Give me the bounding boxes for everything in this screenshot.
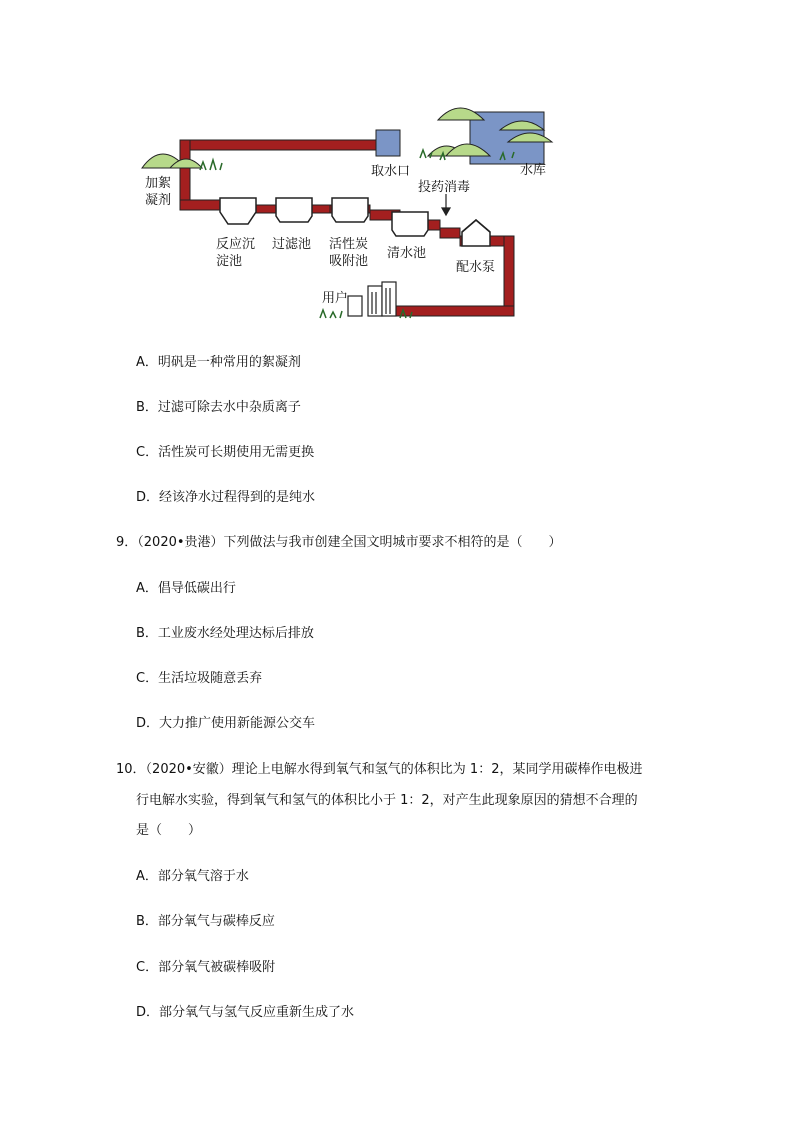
label-pump: 配水泵	[456, 260, 496, 275]
q10-option-c: C．部分氧气被碳棒吸附	[136, 960, 276, 975]
q9-option-d: D．大力推广使用新能源公交车	[136, 716, 316, 731]
tank-filter	[276, 198, 312, 222]
q10-stem-line3: 是（ ）	[136, 823, 202, 838]
pump-house	[462, 220, 490, 246]
label-sediment: 反应沉 淀池	[216, 237, 256, 269]
flocculant-hills	[142, 154, 202, 168]
q8-option-d: D．经该净水过程得到的是纯水	[136, 490, 316, 505]
label-flocculant: 加絮 凝剂	[145, 176, 172, 208]
label-clear: 清水池	[387, 246, 427, 261]
label-filter: 过滤池	[272, 237, 312, 252]
label-dosing: 投药消毒	[418, 180, 471, 195]
q9-option-c: C．生活垃圾随意丢弃	[136, 671, 263, 686]
intake-box	[376, 130, 400, 156]
q10-option-a: A．部分氧气溶于水	[136, 869, 249, 884]
dosing-arrow	[442, 194, 450, 215]
tank-carbon	[332, 198, 368, 222]
tank-sediment	[220, 198, 256, 224]
label-carbon: 活性炭 吸附池	[329, 237, 369, 269]
q8-option-a: A．明矾是一种常用的絮凝剂	[136, 355, 301, 370]
user-buildings	[348, 282, 396, 316]
q8-option-c: C．活性炭可长期使用无需更换	[136, 445, 315, 460]
label-intake: 取水口	[371, 164, 411, 179]
q10-stem-line1: 10．（2020•安徽）理论上电解水得到氧气和氢气的体积比为 1：2，某同学用碳棒作电极进	[116, 762, 643, 777]
q9-option-b: B．工业废水经处理达标后排放	[136, 626, 314, 641]
q10-option-b: B．部分氧气与碳棒反应	[136, 914, 275, 929]
tank-clear	[392, 212, 428, 236]
label-user: 用户	[322, 291, 349, 306]
q9-option-a: A．倡导低碳出行	[136, 581, 236, 596]
label-reservoir: 水库	[520, 163, 547, 178]
q9-stem: 9．（2020•贵港）下列做法与我市创建全国文明城市要求不相符的是（ ）	[116, 535, 562, 550]
q10-option-d: D．部分氧气与氢气反应重新生成了水	[136, 1005, 355, 1020]
water-purification-diagram	[0, 0, 794, 330]
flocculant-grass	[200, 160, 222, 170]
tanks	[220, 198, 428, 236]
q10-stem-line2: 行电解水实验，得到氧气和氢气的体积比小于 1：2，对产生此现象原因的猜想不合理的	[136, 793, 638, 808]
q8-option-b: B．过滤可除去水中杂质离子	[136, 400, 301, 415]
